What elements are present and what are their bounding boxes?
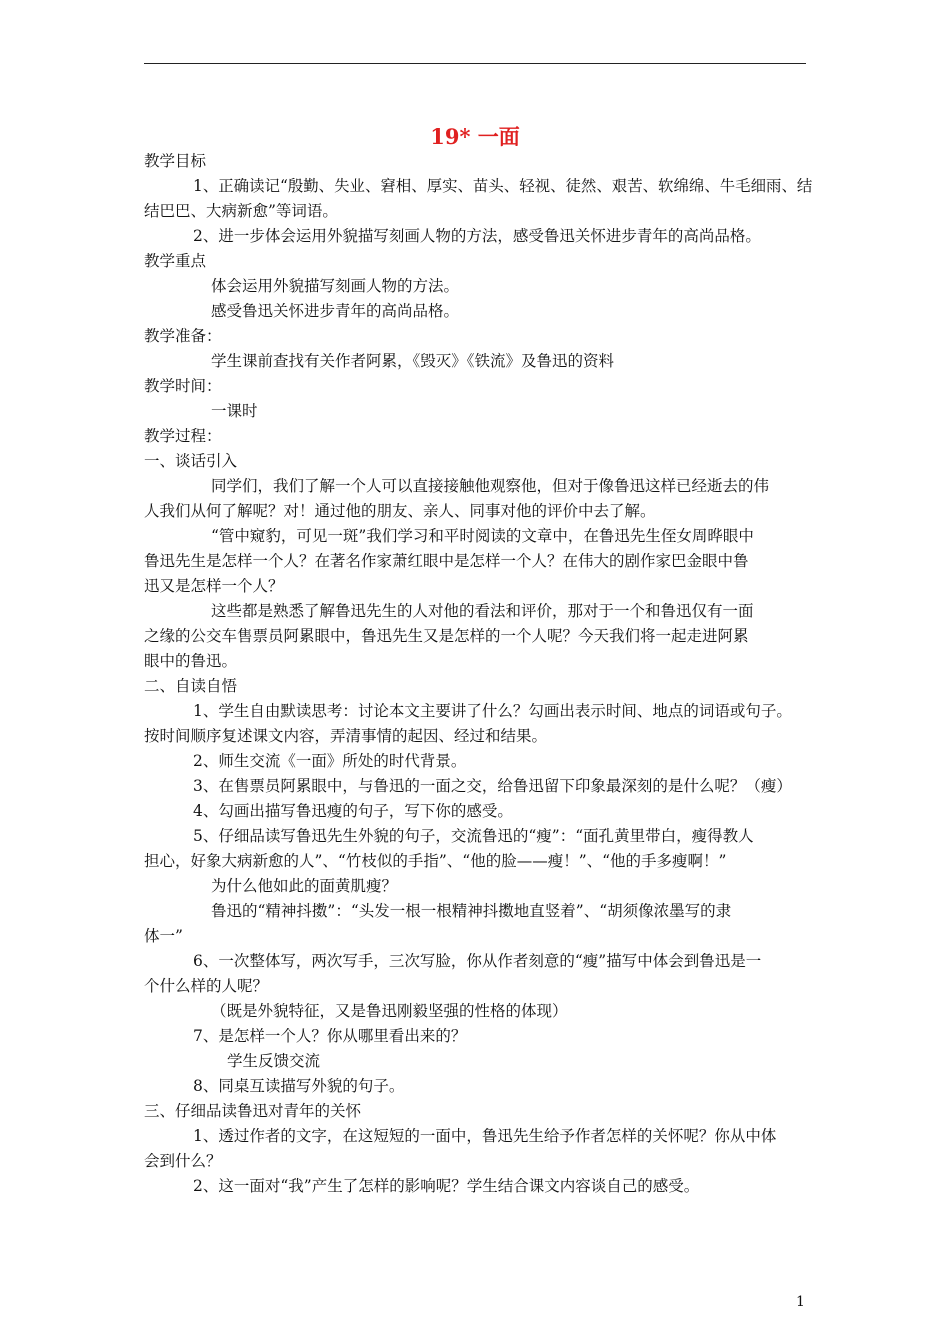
text-line: 三、仔细品读鲁迅对青年的关怀	[144, 1102, 362, 1120]
text-line: 2、师生交流《一面》所处的时代背景。	[193, 752, 467, 770]
text-line: 6、一次整体写，两次写手，三次写脸，你从作者刻意的“瘦”描写中体会到鲁迅是一	[193, 952, 762, 970]
text-line: 结巴巴、大病新愈”等词语。	[144, 202, 338, 220]
text-line: 教学重点	[144, 252, 207, 270]
text-line: 学生课前查找有关作者阿累，《毁灭》《铁流》及鲁迅的资料	[211, 352, 615, 370]
text-line: 按时间顺序复述课文内容，弄清事情的起因、经过和结果。	[144, 727, 548, 745]
text-line: 1、透过作者的文字，在这短短的一面中，鲁迅先生给予作者怎样的关怀呢？你从中体	[193, 1127, 777, 1145]
text-line: 体会运用外貌描写刻画人物的方法。	[211, 277, 460, 295]
text-line: 同学们，我们了解一个人可以直接接触他观察他，但对于像鲁迅这样已经逝去的伟	[211, 477, 770, 495]
text-line: 鲁迅先生是怎样一个人？在著名作家萧红眼中是怎样一个人？在伟大的剧作家巴金眼中鲁	[144, 552, 749, 570]
text-line: 会到什么？	[144, 1152, 222, 1170]
text-line: 教学准备：	[144, 327, 222, 345]
header-rule	[144, 63, 806, 64]
text-line: 1、学生自由默读思考：讨论本文主要讲了什么？勾画出表示时间、地点的词语或句子。	[193, 702, 792, 720]
text-line: 这些都是熟悉了解鲁迅先生的人对他的看法和评价，那对于一个和鲁迅仅有一面	[211, 602, 754, 620]
text-line: 担心，好象大病新愈的人”、“竹枝似的手指”、“他的脸——瘦！”、“他的手多瘦啊！”	[144, 852, 727, 870]
text-line: 人我们从何了解呢？对！通过他的朋友、亲人、同事对他的评价中去了解。	[144, 502, 656, 520]
text-line: 教学目标	[144, 152, 207, 170]
text-line: 二、自读自悟	[144, 677, 238, 695]
text-line: 4、勾画出描写鲁迅瘦的句子，写下你的感受。	[193, 802, 513, 820]
text-line: 5、仔细品读写鲁迅先生外貌的句子，交流鲁迅的“瘦”：“面孔黄里带白，瘦得教人	[193, 827, 754, 845]
text-line: 一、谈话引入	[144, 452, 238, 470]
text-line: 教学时间：	[144, 377, 222, 395]
text-line: 2、这一面对“我”产生了怎样的影响呢？学生结合课文内容谈自己的感受。	[193, 1177, 700, 1195]
text-line: 体一”	[144, 927, 183, 945]
text-line: 一课时	[211, 402, 258, 420]
text-line: 个什么样的人呢？	[144, 977, 269, 995]
text-line: 2、进一步体会运用外貌描写刻画人物的方法，感受鲁迅关怀进步青年的高尚品格。	[193, 227, 761, 245]
text-line: 为什么他如此的面黄肌瘦？	[211, 877, 398, 895]
text-line: 1、正确读记“殷勤、失业、窘相、厚实、苗头、轻视、徒然、艰苦、软绵绵、牛毛细雨、结	[193, 177, 813, 195]
lesson-title: 19* 一面	[430, 124, 520, 149]
text-line: 7、是怎样一个人？你从哪里看出来的？	[193, 1027, 467, 1045]
text-line: 8、同桌互读描写外貌的句子。	[193, 1077, 405, 1095]
text-line: 3、在售票员阿累眼中，与鲁迅的一面之交，给鲁迅留下印象最深刻的是什么呢？（瘦）	[193, 777, 792, 795]
text-line: 鲁迅的“精神抖擞”：“头发一根一根精神抖擞地直竖着”、“胡须像浓墨写的隶	[211, 902, 732, 920]
text-line: 教学过程：	[144, 427, 222, 445]
text-line: 眼中的鲁迅。	[144, 652, 238, 670]
text-line: （既是外貌特征，又是鲁迅刚毅坚强的性格的体现）	[211, 1002, 568, 1020]
text-line: “管中窥豹，可见一斑”我们学习和平时阅读的文章中，在鲁迅先生侄女周晔眼中	[211, 527, 754, 545]
text-line: 感受鲁迅关怀进步青年的高尚品格。	[211, 302, 460, 320]
page-number: 1	[796, 1294, 805, 1310]
text-line: 迅又是怎样一个人？	[144, 577, 284, 595]
text-line: 学生反馈交流	[227, 1052, 321, 1070]
text-line: 之缘的公交车售票员阿累眼中，鲁迅先生又是怎样的一个人呢？今天我们将一起走进阿累	[144, 627, 749, 645]
